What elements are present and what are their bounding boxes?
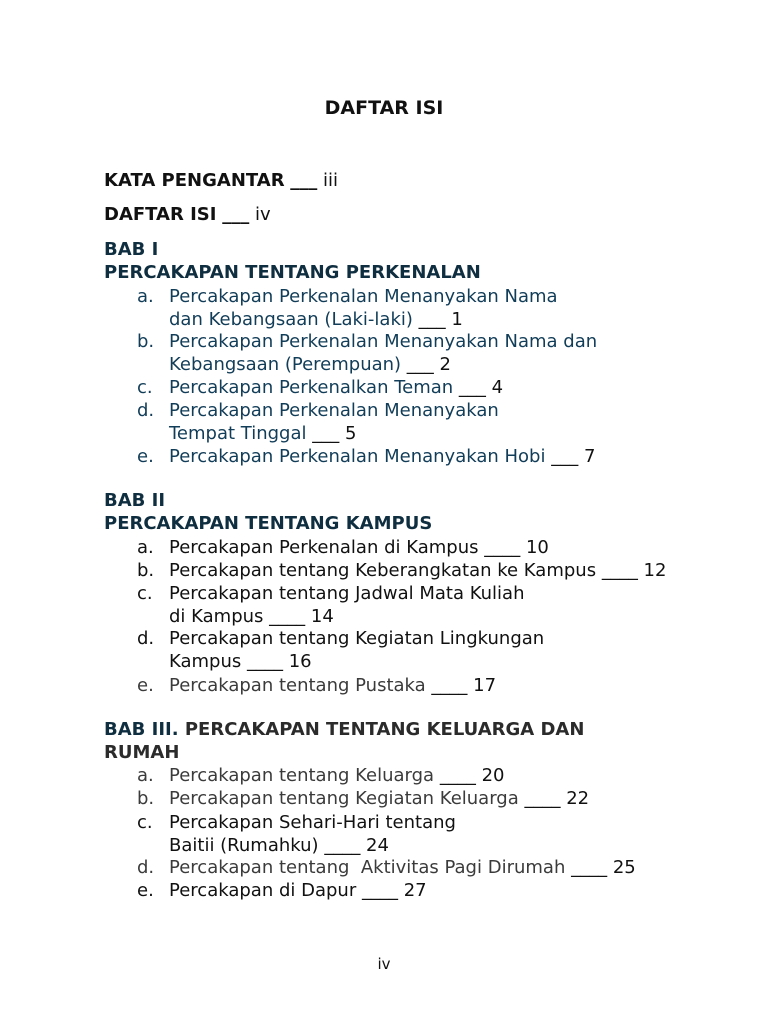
item-text: di Kampus — [169, 606, 264, 627]
item-text: Percakapan tentang Keberangkatan ke Kampus — [169, 560, 597, 581]
item-text: Percakapan Perkenalan Menanyakan Nama dan — [169, 331, 598, 352]
item-text: dan Kebangsaan (Laki-laki) — [169, 309, 413, 330]
item-page: 4 — [491, 377, 504, 398]
item-letter: d. — [137, 857, 155, 878]
toc-item — [137, 559, 666, 582]
toc-item — [137, 285, 558, 308]
item-text: Percakapan Sehari-Hari tentang — [169, 812, 456, 833]
toc-item — [137, 536, 549, 559]
item-leader: ___ — [406, 354, 434, 375]
item-text: Tempat Tinggal — [169, 423, 307, 444]
item-leader: ____ — [324, 835, 361, 856]
item-leader: ____ — [431, 675, 468, 696]
chapter-number: BAB III. — [104, 719, 179, 740]
item-leader: ____ — [247, 651, 283, 672]
toc-item — [137, 627, 544, 650]
item-text: Kebangsaan (Perempuan) — [169, 354, 402, 375]
item-page: 27 — [403, 880, 427, 901]
item-leader: ____ — [571, 857, 608, 878]
entry-label: KATA PENGANTAR — [104, 170, 285, 191]
page-title: DAFTAR ISI — [324, 97, 444, 119]
toc-item — [137, 674, 496, 697]
chapter-heading: PERCAKAPAN TENTANG KELUARGA DAN — [184, 719, 585, 740]
toc-item — [137, 764, 504, 787]
item-text: Percakapan Perkenalan Menanyakan Hobi — [169, 446, 546, 467]
item-page: 5 — [344, 423, 357, 444]
item-leader: ___ — [312, 423, 340, 444]
item-page: 10 — [525, 537, 549, 558]
item-letter: d. — [137, 400, 155, 421]
chapter-heading: PERCAKAPAN TENTANG PERKENALAN — [104, 262, 481, 283]
item-leader: ___ — [551, 446, 579, 467]
item-leader: ____ — [439, 765, 476, 786]
toc-item-continuation — [169, 353, 451, 376]
item-letter: b. — [137, 560, 155, 581]
item-letter: e. — [137, 880, 154, 901]
toc-item — [137, 445, 595, 468]
item-text: Percakapan Perkenalan Menanyakan Nama — [169, 286, 558, 307]
item-text: Percakapan Perkenalan Menanyakan — [169, 400, 499, 421]
chapter-heading-continuation: RUMAH — [104, 742, 180, 763]
toc-entry-daftar-isi — [104, 203, 271, 226]
item-letter: c. — [137, 812, 153, 833]
item-text: Kampus — [169, 651, 242, 672]
item-letter: c. — [137, 583, 153, 604]
entry-page: iv — [254, 204, 271, 225]
chapter-heading: PERCAKAPAN TENTANG KAMPUS — [104, 513, 433, 534]
item-page: 7 — [583, 446, 596, 467]
toc-entry-kata-pengantar — [104, 169, 338, 192]
item-letter: a. — [137, 537, 154, 558]
item-leader: ___ — [418, 309, 446, 330]
page-number: iv — [377, 955, 391, 973]
toc-item — [137, 811, 456, 834]
item-page: 14 — [310, 606, 334, 627]
item-text: Percakapan tentang Kegiatan Lingkungan — [169, 628, 545, 649]
item-leader: ____ — [524, 788, 561, 809]
item-text: Percakapan Perkenalan di Kampus — [169, 537, 479, 558]
chapter-heading-line — [104, 718, 584, 741]
item-leader: ____ — [601, 560, 638, 581]
item-letter: b. — [137, 788, 155, 809]
item-letter: e. — [137, 675, 154, 696]
item-page: 22 — [566, 788, 590, 809]
toc-item — [137, 399, 499, 422]
item-leader: ____ — [361, 880, 398, 901]
item-text: Percakapan Perkenalkan Teman — [169, 377, 454, 398]
item-page: 24 — [366, 835, 389, 856]
item-text: Percakapan tentang Kegiatan Keluarga — [169, 788, 519, 809]
item-page: 12 — [643, 560, 667, 581]
item-leader: ___ — [458, 377, 486, 398]
toc-item — [137, 582, 525, 605]
item-letter: c. — [137, 377, 153, 398]
toc-item — [137, 330, 597, 353]
item-leader: ____ — [269, 606, 306, 627]
item-letter: a. — [137, 765, 154, 786]
toc-item-continuation — [169, 834, 389, 857]
item-letter: b. — [137, 331, 155, 352]
item-text: Percakapan tentang Jadwal Mata Kuliah — [169, 583, 525, 604]
entry-leader: ___ — [290, 170, 318, 191]
item-page: 25 — [612, 857, 636, 878]
entry-label: DAFTAR ISI — [104, 204, 217, 225]
toc-item-continuation — [169, 422, 356, 445]
toc-item — [137, 856, 636, 879]
toc-item-continuation — [169, 308, 463, 331]
toc-item-continuation — [169, 650, 312, 673]
toc-item — [137, 787, 589, 810]
item-leader: ____ — [484, 537, 521, 558]
item-page: 16 — [288, 651, 312, 672]
item-page: 17 — [473, 675, 497, 696]
toc-item — [137, 879, 427, 902]
item-letter: e. — [137, 446, 154, 467]
chapter-number: BAB I — [104, 239, 159, 260]
entry-leader: ___ — [222, 204, 250, 225]
item-text: Percakapan tentang Keluarga — [169, 765, 435, 786]
item-page: 1 — [451, 309, 463, 330]
item-page: 2 — [439, 354, 451, 375]
item-page: 20 — [481, 765, 505, 786]
chapter-number: BAB II — [104, 490, 166, 511]
item-text: Percakapan di Dapur — [169, 880, 357, 901]
entry-page: iii — [323, 170, 339, 191]
item-letter: d. — [137, 628, 155, 649]
toc-item — [137, 376, 503, 399]
item-letter: a. — [137, 286, 154, 307]
item-text: Baitii (Rumahku) — [169, 835, 319, 856]
item-text: Percakapan tentang Pustaka — [169, 675, 426, 696]
item-text: Percakapan tentang Aktivitas Pagi Dirumah — [169, 857, 566, 878]
toc-item-continuation — [169, 605, 334, 628]
